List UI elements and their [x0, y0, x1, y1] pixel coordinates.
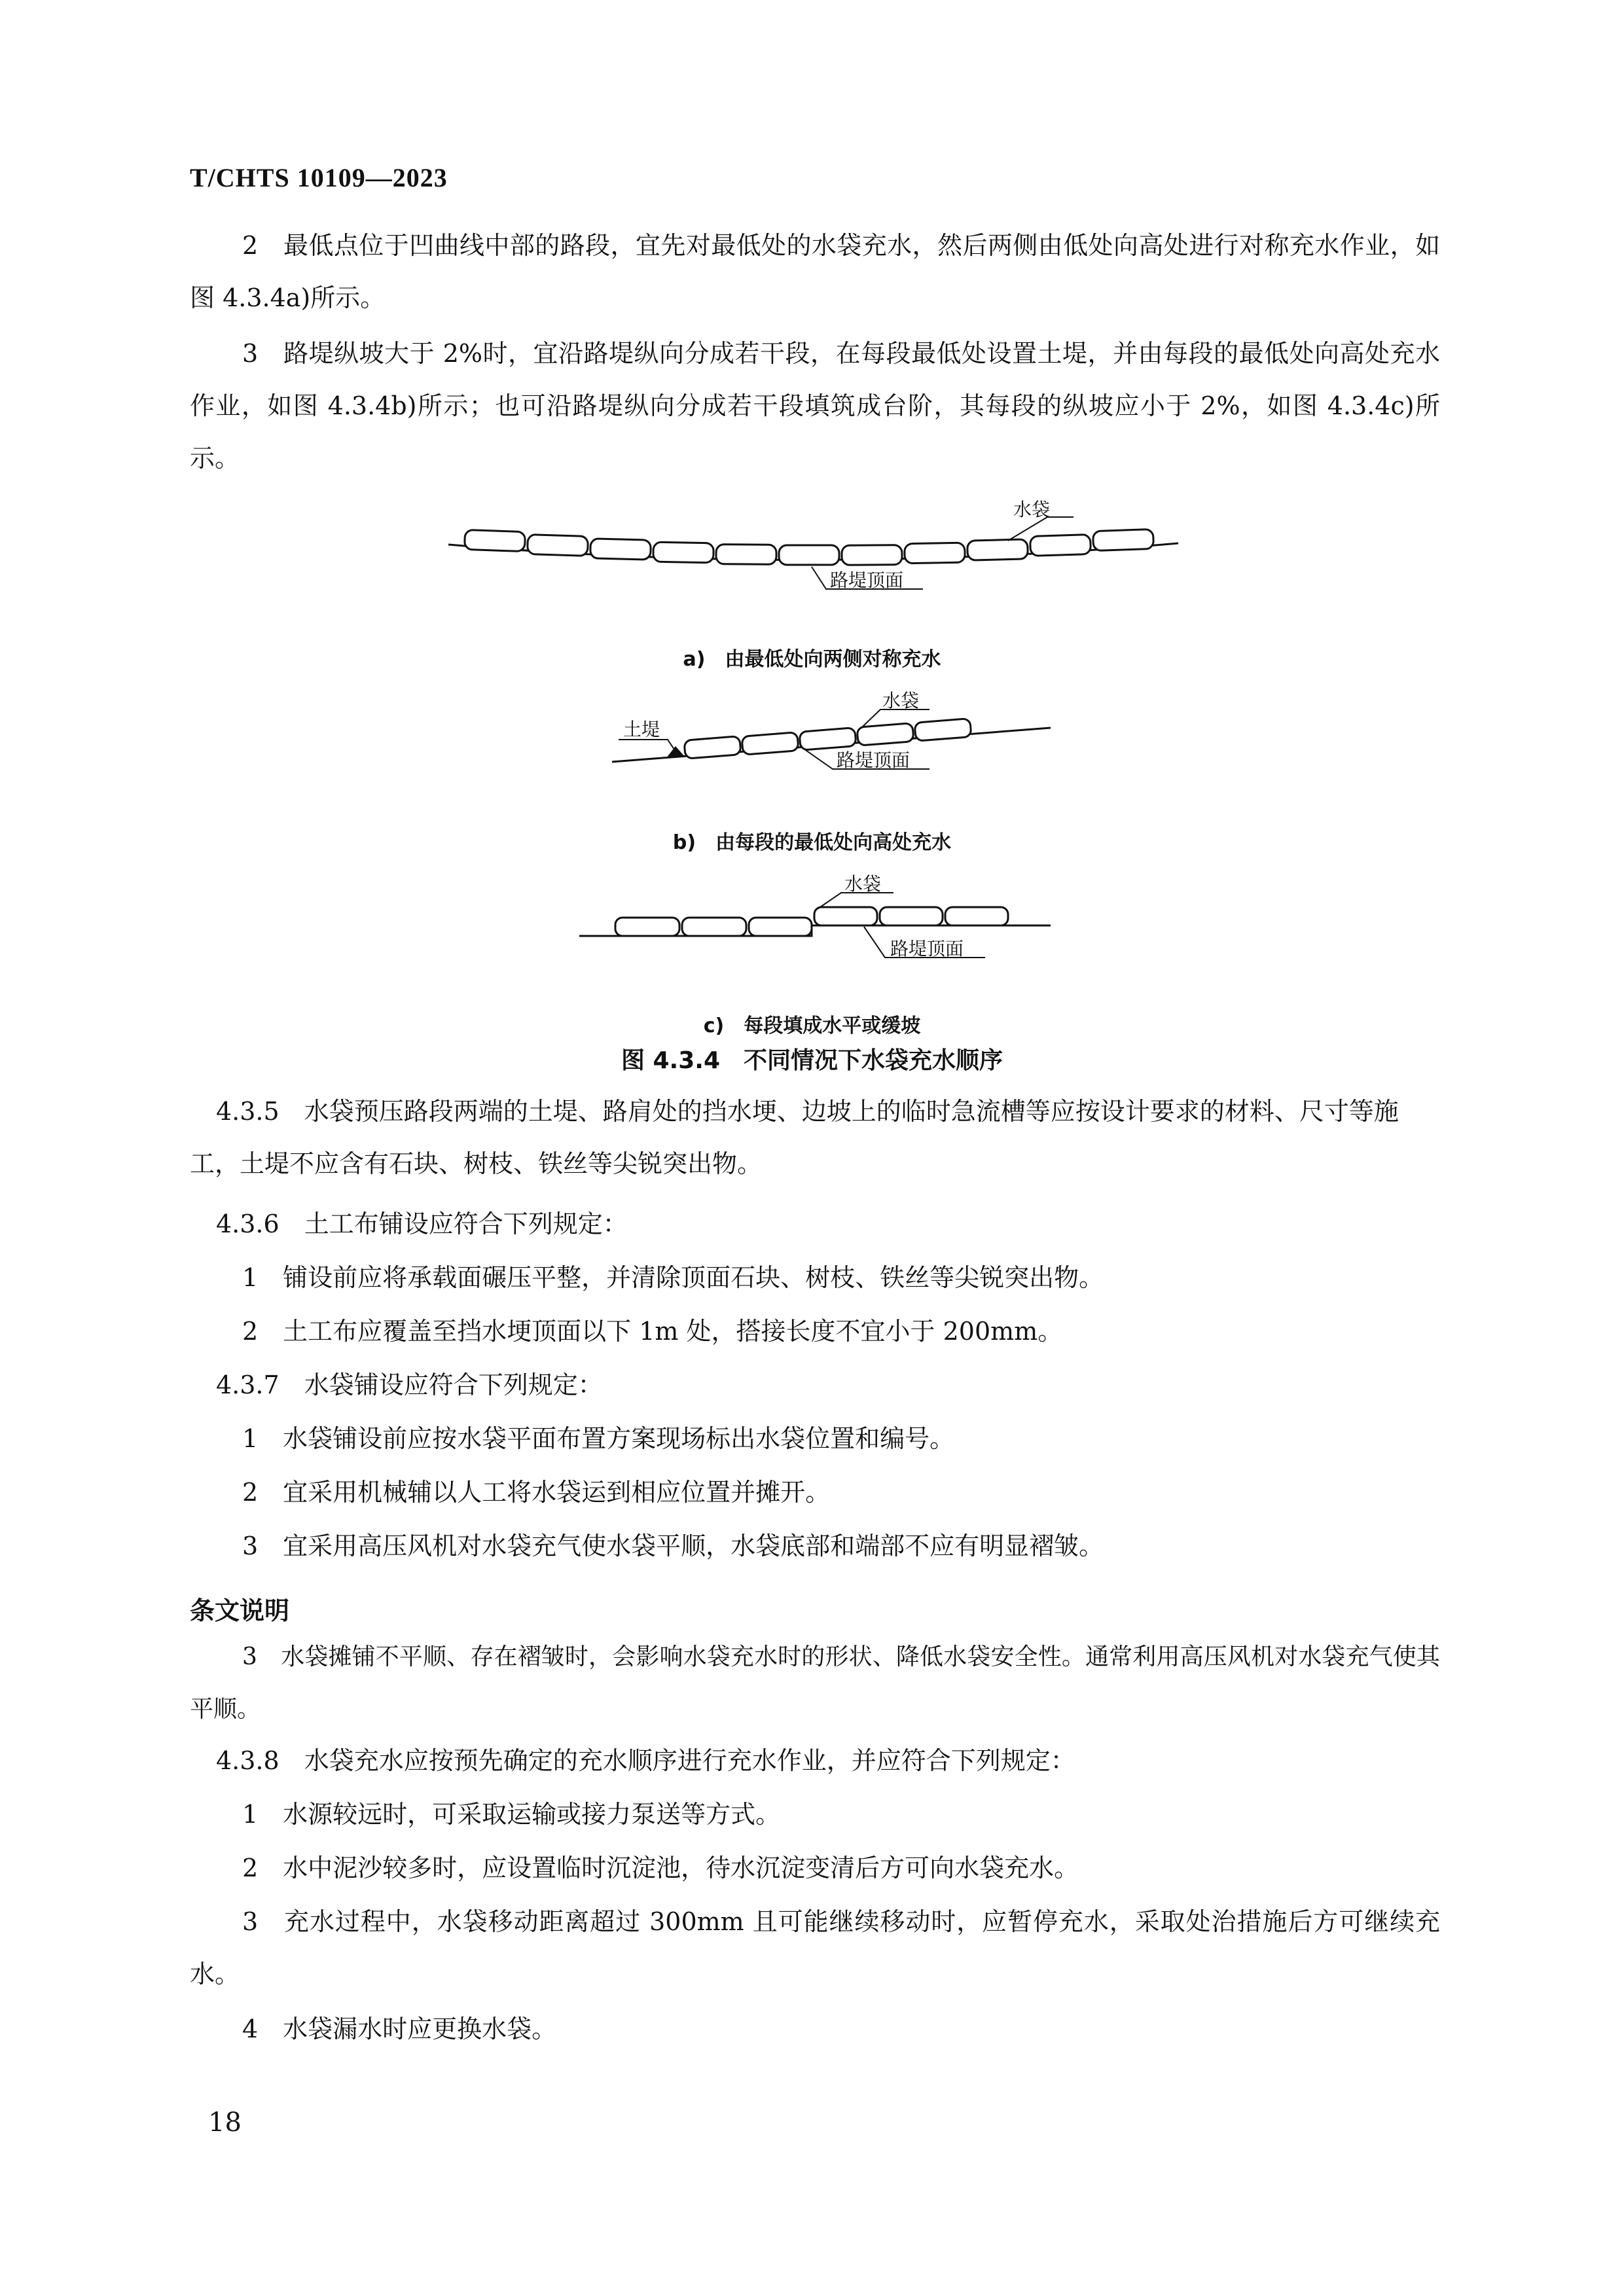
explanation-item-3: 3 水袋摊铺不平顺、存在褶皱时，会影响水袋充水时的形状、降低水袋安全性。通常利用高压风机对水袋充气使其平顺。	[190, 1643, 1440, 1723]
clause-4-3-6: 4.3.6 土工布铺设应符合下列规定：	[216, 1210, 628, 1238]
bag-label-b: 水袋	[882, 690, 920, 711]
surface-label-c: 路堤顶面	[890, 938, 964, 960]
clause-4-3-8-item-4: 4 水袋漏水时应更换水袋。	[242, 2015, 557, 2043]
clause-4-3-7-item-2: 2 宜采用机械辅以人工将水袋运到相应位置并摊开。	[242, 1478, 831, 1507]
subfigure-caption-a: a) 由最低处向两侧对称充水	[683, 648, 941, 671]
clause-4-3-8: 4.3.8 水袋充水应按预先确定的充水顺序进行充水作业，并应符合下列规定：	[216, 1746, 1075, 1775]
clause-4-3-8-item-2: 2 水中泥沙较多时，应设置临时沉淀池，待水沉淀变清后方可向水袋充水。	[242, 1854, 1079, 1882]
clause-4-3-7-item-1: 1 水袋铺设前应按水袋平面布置方案现场标出水袋位置和编号。	[242, 1424, 955, 1453]
clause-4-3-7-item-3: 3 宜采用高压风机对水袋充气使水袋平顺，水袋底部和端部不应有明显褶皱。	[242, 1532, 1104, 1560]
clause-4-3-7: 4.3.7 水袋铺设应符合下列规定：	[216, 1371, 603, 1399]
paragraph-item-2: 2 最低点位于凹曲线中部的路段，宜先对最低处的水袋充水，然后两侧由低处向高处进行对称充水作业，如图 4.3.4a)所示。	[190, 231, 1440, 312]
clause-4-3-8-item-3: 3 充水过程中，水袋移动距离超过 300mm 且可能继续移动时，应暂停充水，采取处治措施后方可继续充水。	[190, 1907, 1440, 1988]
bag-label-c: 水袋	[844, 873, 882, 895]
water-bags-a	[465, 529, 1154, 565]
soil-dike-mark	[666, 746, 685, 758]
water-bags-c	[615, 907, 1008, 936]
surface-label-b: 路堤顶面	[837, 749, 911, 771]
bag-label-a: 水袋	[1013, 499, 1051, 520]
bag-label-leader-c	[818, 893, 893, 908]
clause-4-3-6-item-1: 1 铺设前应将承载面碾压平整，并清除顶面石块、树枝、铁丝等尖锐突出物。	[242, 1263, 1104, 1292]
diagram-a	[448, 499, 1178, 591]
diagram-b	[612, 690, 1051, 771]
explanation-title: 条文说明	[190, 1596, 290, 1625]
clause-4-3-8-item-1: 1 水源较远时，可采取运输或接力泵送等方式。	[242, 1800, 781, 1829]
subfigure-caption-b: b) 由每段的最低处向高处充水	[672, 831, 952, 854]
figure-caption: 图 4.3.4 不同情况下水袋充水顺序	[621, 1047, 1003, 1074]
surface-label-a: 路堤顶面	[830, 569, 904, 591]
subfigure-caption-c: c) 每段填成水平或缓坡	[703, 1014, 921, 1037]
page-number: 18	[208, 2108, 242, 2138]
paragraph-item-3: 3 路堤纵坡大于 2%时，宜沿路堤纵向分成若干段，在每段最低处设置土堤，并由每段的最低处向高处充水作业，如图 4.3.4b)所示；也可沿路堤纵向分成若干段填筑成台阶，其每段的纵坡应小于 2%，如图 4.3.4c)所示。	[190, 339, 1440, 473]
water-bags-b	[684, 719, 971, 759]
dike-label: 土堤	[623, 719, 660, 740]
dike-label-leader	[619, 740, 676, 751]
standard-code: T/CHTS 10109—2023	[190, 163, 448, 192]
clause-4-3-6-item-2: 2 土工布应覆盖至挡水埂顶面以下 1m 处，搭接长度不宜小于 200mm。	[242, 1317, 1063, 1346]
diagram-c	[579, 873, 1051, 960]
clause-4-3-5: 4.3.5 水袋预压路段两端的土堤、路肩处的挡水埂、边坡上的临时急流槽等应按设计要求的材料、尺寸等施工，土堤不应含有石块、树枝、铁丝等尖锐突出物。	[190, 1097, 1399, 1178]
